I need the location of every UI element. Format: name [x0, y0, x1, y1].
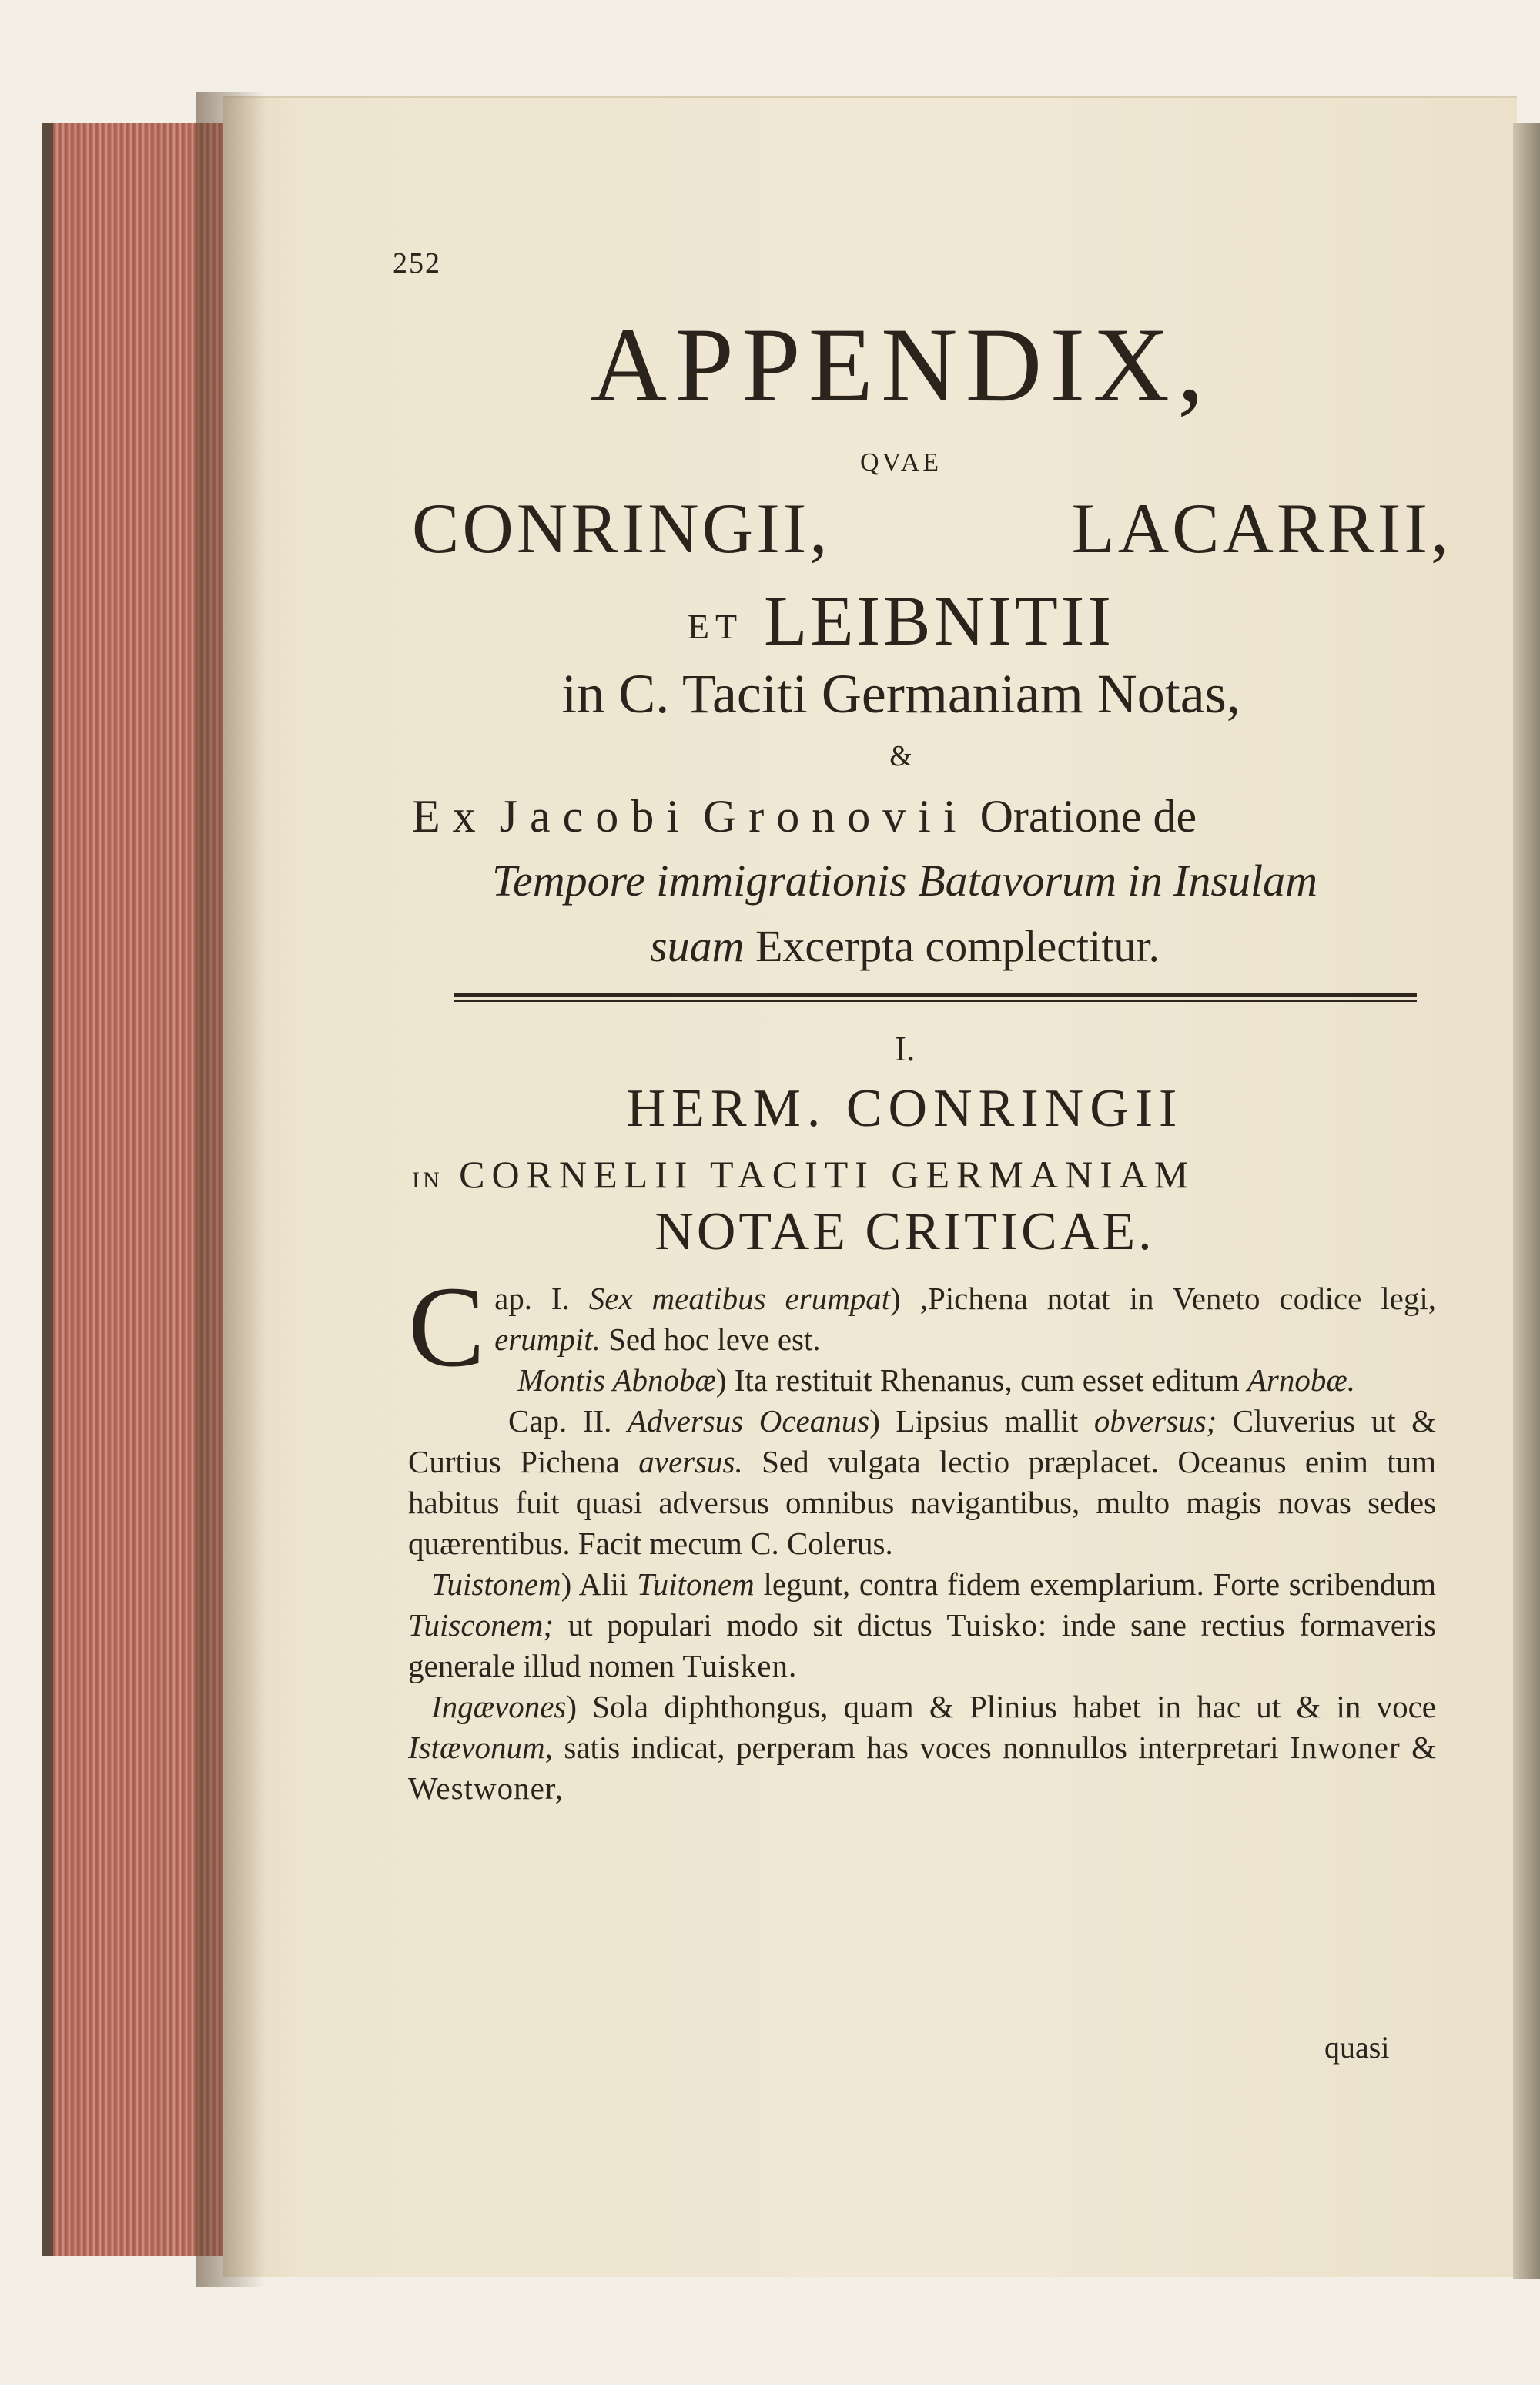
page-number: 252 [393, 247, 441, 280]
section-notae: NOTAE CRITICAE. [654, 1202, 1155, 1261]
drop-cap: C [408, 1263, 486, 1391]
double-rule [454, 993, 1417, 997]
excerpta-words: Excerpta complectitur. [755, 921, 1160, 971]
body-text [408, 1263, 1437, 1809]
quae-line: QVAE [859, 448, 942, 477]
name-lacarrii: LACARRII, [1071, 489, 1451, 568]
paragraph-5: Ingævones) Sola diphthongus, quam & Plinius habet in hac ut & in voce Istævonum, satis indicat, perperam has voces nonnullos interpretari Inwoner & Westwoner, [408, 1689, 1436, 1806]
et-leibnitii-line [400, 581, 1401, 660]
name-conringii: CONRINGII, [412, 489, 831, 568]
binding-shadow [196, 92, 266, 2287]
section-in-line [412, 1155, 1436, 1194]
ex-word: Ex [412, 791, 488, 842]
suam-word: suam [650, 921, 745, 971]
oratione-words: Oratione de [979, 791, 1197, 842]
paragraph-3: Cap. II. Adversus Oceanus) Lipsius mallit obversus; Cluverius ut & Curtius Pichena aversus. Sed vulgata lectio præplacet. Oceanus enim tum habitus fuit quasi adversus omnibus navigantibus, multo magis novas sedes quærentibus. Facit mecum C. Colerus. [408, 1403, 1437, 1561]
notas-line: in C. Taciti Germaniam Notas, [561, 663, 1240, 725]
ex-line [412, 791, 1459, 842]
section-number: I. [894, 1029, 916, 1068]
paragraph-2: Montis Abnobæ) Ita restituit Rhenanus, cum esset editum Arnobæ. [517, 1362, 1355, 1398]
ampersand: & [889, 740, 912, 772]
book-right-edge [1513, 123, 1540, 2279]
paragraph-1: C ap. I. Sex meatibus erumpat) ,Pichena notat in Veneto codice legi, erumpit. Sed hoc leve est. [408, 1263, 1437, 1391]
paragraph-4: Tuistonem) Alii Tuitonem legunt, contra fidem exemplarium. Forte scribendum Tuisconem; ut populari modo sit dictus Tuisko: inde sane rectius formaveris generale illud nomen Tuisken. [408, 1566, 1437, 1683]
suam-line [400, 921, 1409, 971]
double-rule-thin [454, 1000, 1417, 1002]
jacobi-word: Jacobi [499, 791, 691, 842]
names-line [412, 489, 1451, 568]
catchword: quasi [1324, 2030, 1390, 2065]
section-herm: HERM. CONRINGII [626, 1079, 1183, 1138]
tempore-line: Tempore immigrationis Batavorum in Insulam [492, 856, 1317, 906]
et-word: ET [687, 607, 744, 646]
cornelii-words: CORNELII TACITI GERMANIAM [459, 1153, 1196, 1196]
appendix-title: APPENDIX, [590, 306, 1212, 424]
name-leibnitii: LEIBNITII [764, 581, 1115, 660]
in-word: IN [412, 1167, 443, 1193]
gronovii-word: Gronovii [702, 791, 969, 842]
